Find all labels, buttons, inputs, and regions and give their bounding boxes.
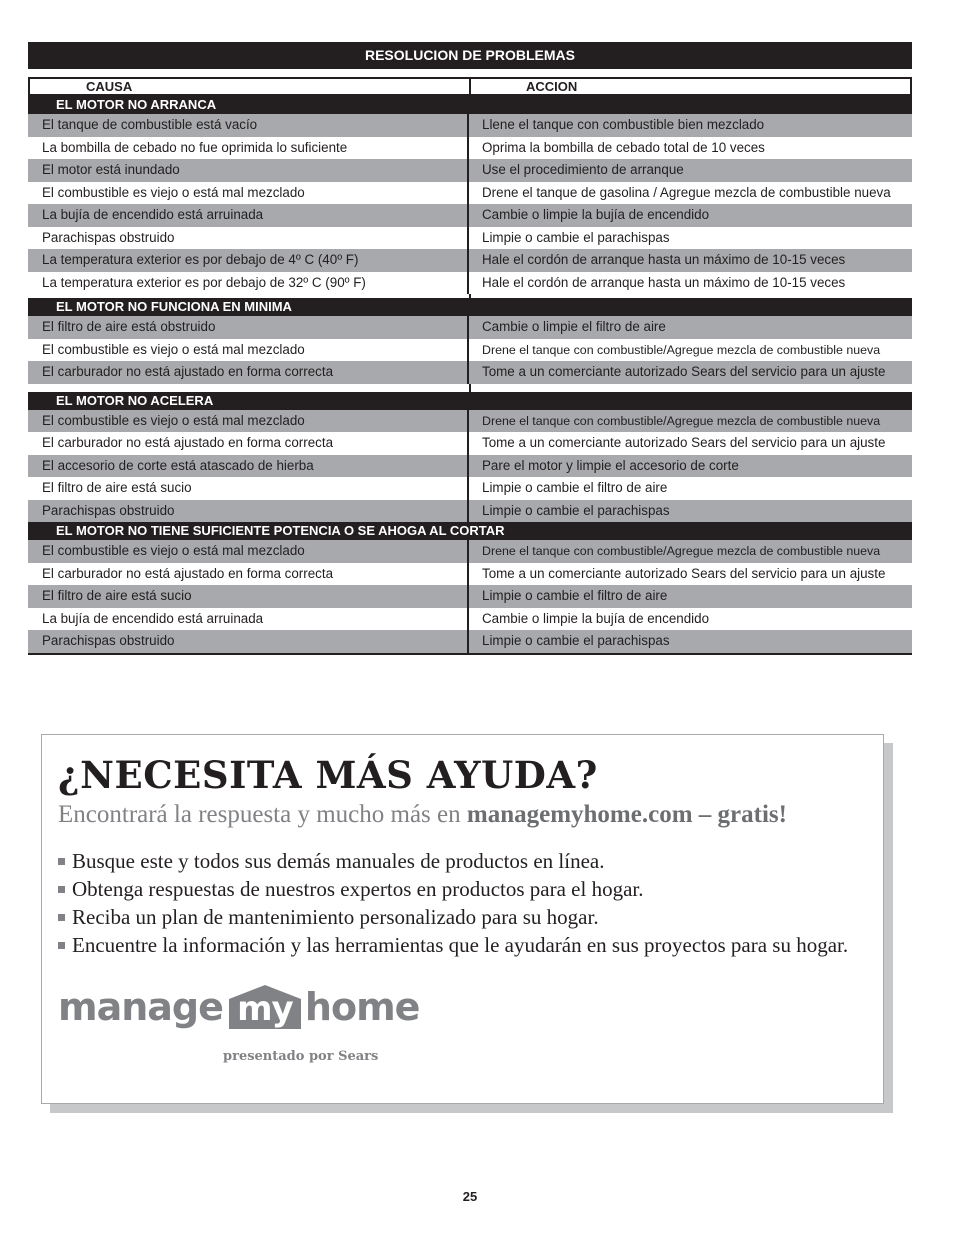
logo-word-my: my [237,989,293,1029]
cause-cell: La bombilla de cebado no fue oprimida lo suficiente [28,137,469,160]
action-cell: Limpie o cambie el parachispas [482,229,670,245]
help-bullet-list [58,847,848,959]
logo-word-home: home [304,985,420,1029]
cause-cell: El motor está inundado [28,159,469,182]
action-cell: Oprima la bombilla de cebado total de 10 veces [482,139,765,155]
table-row [28,563,912,586]
cause-cell: El combustible es viejo o está mal mezclado [28,339,469,362]
help-bullet-item [58,903,848,931]
table-row [28,182,912,205]
action-cell: Tome a un comerciante autorizado Sears del servicio para un ajuste [482,565,886,581]
table-row [28,339,912,362]
cause-cell: El accesorio de corte está atascado de hierba [28,455,469,478]
column-divider [469,384,471,392]
table-row [28,540,912,563]
action-cell: Limpie o cambie el parachispas [482,502,670,518]
table-row [28,585,912,608]
logo-house-icon [229,985,301,1029]
action-cell: Use el procedimiento de arranque [482,162,684,177]
section-heading [28,522,912,540]
help-subtitle [58,801,787,829]
action-cell: Drene el tanque con combustible/Agregue mezcla de combustible nueva [482,544,881,558]
presented-by: presentado por Sears [223,1049,379,1064]
help-bullet-item [58,875,848,903]
cause-cell: El carburador no está ajustado en forma correcta [28,432,469,455]
table-row [28,455,912,478]
cause-cell: Parachispas obstruido [28,630,469,653]
help-subtitle-text: Encontrará la respuesta y mucho más en [58,801,467,828]
troubleshooting-table [28,77,912,655]
action-cell: Limpie o cambie el filtro de aire [482,588,668,603]
section-heading-text: EL MOTOR NO TIENE SUFICIENTE POTENCIA O SE AHOGA AL CORTAR [56,523,505,538]
action-cell: Hale el cordón de arranque hasta un máximo de 10-15 veces [482,274,846,290]
square-bullet-icon [58,942,65,949]
section-heading-text: EL MOTOR NO ARRANCA [56,97,217,112]
table-row [28,410,912,433]
square-bullet-icon [58,914,65,921]
table-row [28,432,912,455]
action-cell: Pare el motor y limpie el accesorio de corte [482,457,739,473]
help-bullet-item [58,931,848,959]
action-cell: Drene el tanque de gasolina / Agregue mezcla de combustible nueva [482,184,891,200]
column-header-action: ACCION [526,79,578,94]
cause-cell: El combustible es viejo o está mal mezclado [28,540,469,563]
action-cell: Cambie o limpie la bujía de encendido [482,207,710,222]
logo-word-manage: manage [58,985,223,1029]
action-cell: Tome a un comerciante autorizado Sears del servicio para un ajuste [482,435,886,450]
cause-cell: Parachispas obstruido [28,227,469,250]
troubleshooting-section [28,42,912,655]
square-bullet-icon [58,858,65,865]
square-bullet-icon [58,886,65,893]
cause-cell: La temperatura exterior es por debajo de 32º C (90º F) [28,272,469,295]
help-bullet-text: Reciba un plan de mantenimiento personalizado para su hogar. [72,905,599,929]
cause-cell: El carburador no está ajustado en forma correcta [28,563,469,586]
table-row [28,361,912,384]
cause-cell: La temperatura exterior es por debajo de 4º C (40º F) [28,249,469,272]
troubleshooting-title: RESOLUCION DE PROBLEMAS [28,42,912,69]
table-row [28,500,912,523]
action-cell: Limpie o cambie el filtro de aire [482,480,668,495]
help-subtitle-link[interactable]: managemyhome.com – gratis! [466,801,787,828]
table-row [28,316,912,339]
table-row [28,227,912,250]
action-cell: Limpie o cambie el parachispas [482,633,670,648]
table-row [28,249,912,272]
action-cell: Cambie o limpie la bujía de encendido [482,610,710,626]
section-spacer [28,384,912,392]
section-heading [28,392,912,410]
cause-cell: El combustible es viejo o está mal mezclado [28,182,469,205]
help-box [41,734,884,1104]
cause-cell: Parachispas obstruido [28,500,469,523]
table-row [28,204,912,227]
cause-cell: El filtro de aire está sucio [28,477,469,500]
table-column-header [28,77,912,96]
help-bullet-text: Encuentre la información y las herramientas que le ayudarán en sus proyectos para su hogar. [72,933,849,957]
table-body [28,96,912,653]
table-row [28,114,912,137]
help-bullet-text: Busque este y todos sus demás manuales de productos en línea. [72,849,605,873]
cause-cell: El filtro de aire está sucio [28,585,469,608]
managemyhome-logo [58,985,419,1029]
cause-cell: El tanque de combustible está vacío [28,114,469,137]
page-number: 25 [462,1189,478,1204]
help-bullet-item [58,847,848,875]
cause-cell: La bujía de encendido está arruinada [28,608,469,631]
section-heading-text: EL MOTOR NO FUNCIONA EN MINIMA [56,299,292,314]
cause-cell: El filtro de aire está obstruido [28,316,469,339]
action-cell: Llene el tanque con combustible bien mezclado [482,117,765,132]
table-row [28,137,912,160]
action-cell: Tome a un comerciante autorizado Sears del servicio para un ajuste [482,364,886,379]
section-heading [28,298,912,316]
help-title: ¿NECESITA MÁS AYUDA? [58,753,598,797]
column-header-cause: CAUSA [30,79,471,94]
help-bullet-text: Obtenga respuestas de nuestros expertos en productos para el hogar. [72,877,644,901]
table-row [28,272,912,295]
table-row [28,159,912,182]
section-heading [28,96,912,114]
action-cell: Hale el cordón de arranque hasta un máximo de 10-15 veces [482,252,846,267]
section-heading-text: EL MOTOR NO ACELERA [56,392,214,408]
table-row [28,477,912,500]
action-cell: Drene el tanque con combustible/Agregue mezcla de combustible nueva [482,342,881,357]
table-row [28,608,912,631]
cause-cell: La bujía de encendido está arruinada [28,204,469,227]
action-cell: Cambie o limpie el filtro de aire [482,319,666,334]
cause-cell: El carburador no está ajustado en forma correcta [28,361,469,384]
table-row [28,630,912,653]
action-cell: Drene el tanque con combustible/Agregue mezcla de combustible nueva [482,413,881,428]
cause-cell: El combustible es viejo o está mal mezclado [28,410,469,433]
